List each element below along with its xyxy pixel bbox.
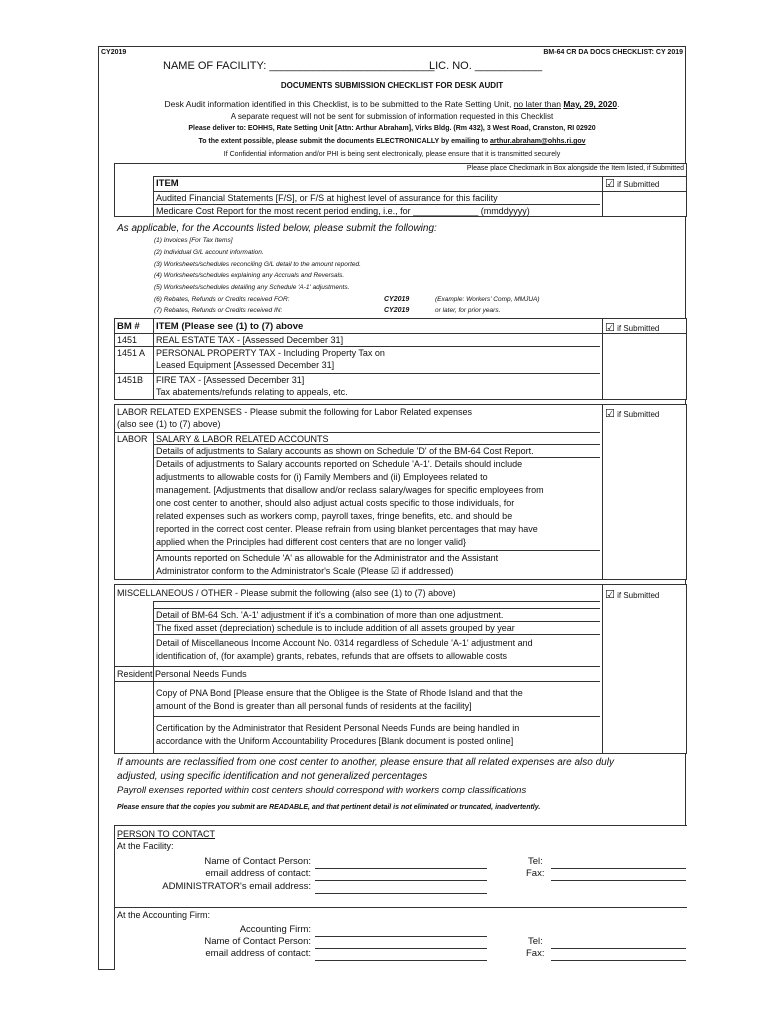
table-row: reported in the correct cost center. Please refrain from using blanket percentages that may have [156,524,538,534]
table-row: Details of adjustments to Salary accounts reported on Schedule 'A-1'. Details should include [156,459,523,469]
labor-subheading: SALARY & LABOR RELATED ACCOUNTS [156,434,329,444]
list-item: Audited Financial Statements [F/S], or F/S at highest level of assurance for this facility [156,193,498,203]
labor-code: LABOR [117,434,148,444]
table-row: accordance with the Uniform Accountability Procedures [Blank document is posted online] [156,736,514,746]
delivery-address: Please deliver to: EOHHS, Rate Setting Unit [Attn: Arthur Abraham], Virks Bldg. (Rm 432), 3 West Road, Cranston, RI 02920 [188,125,596,132]
table-row: management. [Adjustments that disallow and/or reclass salary/wages for specific employees from [156,485,544,495]
bm-column-header: BM # [117,321,140,332]
contact-email-field[interactable] [315,880,487,881]
firm-label: Accounting Firm: [239,924,311,935]
table-row: related expenses such as workers comp, payroll taxes, fringe benefits, etc. and should be [156,511,513,521]
header-form-id: BM-64 CR DA DOCS CHECKLIST: CY 2019 [543,49,683,56]
example-note: (Example: Workers' Comp, MMJUA) [435,296,540,303]
bm-number: 1451 A [117,348,146,358]
resident-funds-heading: Resident Personal Needs Funds [117,669,247,679]
list-item: (6) Rebates, Refunds or Credits received FOR: [154,296,290,303]
list-item: Medicare Cost Report for the most recent period ending, i.e., for _____________ (mmddyyyy) [156,206,530,216]
bm-table [114,318,687,400]
fax-label: Fax: [526,868,545,879]
fax-label: Fax: [526,948,545,959]
item-header: ITEM [156,178,179,189]
contact-email-field[interactable] [315,960,487,961]
readable-note: Please ensure that the copies you submit are READABLE, and that pertinent detail is not eliminated or truncated, inadvertently. [117,804,541,811]
reclass-note: If amounts are reclassified from one cost center to another, please ensure that all related expenses are also duly [117,757,614,768]
accounts-heading: As applicable, for the Accounts listed below, please submit the following: [117,223,437,234]
contact-section [114,825,687,970]
list-item: (7) Rebates, Refunds or Credits received IN: [154,307,283,314]
contact-heading: PERSON TO CONTACT [117,829,216,839]
contact-email-label: email address of contact: [205,868,311,879]
list-item: (2) Individual G/L account information. [154,249,264,256]
year-label: CY2019 [384,296,410,303]
contact-name-field[interactable] [315,948,487,949]
table-row: REAL ESTATE TAX - [Assessed December 31] [156,335,344,345]
fax-field[interactable] [551,880,686,881]
item-table [114,163,687,217]
confidential-note: If Confidential information and/or PHI is being sent electronically, please ensure that it is transmitted securely [223,151,561,158]
electronic-submission-note: To the extent possible, please submit the documents ELECTRONICALLY by emailing to arthur.abraham@ohhs.ri.gov [198,138,586,145]
facility-name-field[interactable]: NAME OF FACILITY: ___________________________ [163,60,435,72]
submitted-checkbox[interactable]: ☑ if Submitted [605,178,660,190]
labor-section-title: LABOR RELATED EXPENSES - Please submit the following for Labor Related expenses [117,407,473,417]
example-note: or later, for prior years. [435,307,501,314]
table-row: PERSONAL PROPERTY TAX - Including Property Tax on [156,348,385,358]
table-row: Tax abatements/refunds relating to appeals, etc. [156,387,348,397]
email-link[interactable]: arthur.abraham@ohhs.ri.gov [490,138,586,145]
table-row: FIRE TAX - [Assessed December 31] [156,375,305,385]
checkbox-icon: ☑ [605,178,615,190]
payroll-note: Payroll exenses reported within cost centers should correspond with workers comp classifications [117,785,527,796]
submitted-checkbox[interactable]: ☑ if Submitted [605,589,660,601]
table-row: Amounts reported on Schedule 'A' as allowable for the Administrator and the Assistant [156,553,499,563]
tel-field[interactable] [551,948,686,949]
contact-name-label: Name of Contact Person: [204,936,311,947]
header-year: CY2019 [101,49,127,56]
tel-label: Tel: [528,936,543,947]
admin-email-field[interactable] [315,893,487,894]
table-row: Detail of Miscellaneous Income Account No. 0314 regardless of Schedule 'A-1' adjustment and [156,638,533,648]
intro-line: Desk Audit information identified in this Checklist, is to be submitted to the Rate Setting Unit, no later than May, 29, 2020. [164,99,620,109]
list-item: (4) Worksheets/schedules explaining any Accruals and Reversals. [154,272,345,279]
checkbox-icon: ☑ [605,322,615,334]
misc-section-title: MISCELLANEOUS / OTHER - Please submit the following (also see (1) to (7) above) [117,588,456,598]
submitted-checkbox[interactable]: ☑ if Submitted [605,322,660,334]
table-row: Certification by the Administrator that Resident Personal Needs Funds are being handled in [156,723,520,733]
table-row: Copy of PNA Bond [Please ensure that the Obligee is the State of Rhode Island and that the [156,688,523,698]
checkbox-icon: ☑ [605,408,615,420]
accounting-firm-heading: At the Accounting Firm: [117,910,211,920]
list-item: (3) Worksheets/schedules reconciling G/L detail to the amount reported. [154,261,361,268]
table-row: applied when the Principles had different cost centers that are no longer valid} [156,537,467,547]
facility-heading: At the Facility: [117,841,174,851]
checkbox-icon: ☑ [605,589,615,601]
bm-number: 1451B [117,375,144,385]
fax-field[interactable] [551,960,686,961]
table-row: Leased Equipment [Assessed December 31] [156,360,335,370]
table-row: one cost center to another, should also adjust actual costs specific to those individuals, for [156,498,515,508]
license-number-field[interactable]: LIC. NO. ___________ [429,60,543,72]
table-row: amount of the Bond is greater than all personal funds of residents at the facility] [156,701,472,711]
table-row: Details of adjustments to Salary accounts as shown on Schedule 'D' of the BM-64 Cost Report. [156,446,534,456]
admin-email-label: ADMINISTRATOR's email address: [162,881,311,892]
checklist-page [98,46,686,970]
checkbox-instruction: Please place Checkmark in Box alongside the Item listed, if Submitted [466,165,684,172]
table-row: identification of, (for axample) grants, rebates, refunds that are offsets to allowable costs [156,651,508,661]
table-row: The fixed asset (depreciation) schedule is to include addition of all assets grouped by year [156,623,515,633]
contact-email-label: email address of contact: [205,948,311,959]
firm-field[interactable] [315,936,487,937]
year-label: CY2019 [384,307,410,314]
contact-name-field[interactable] [315,868,487,869]
separate-request-note: A separate request will not be sent for submission of information requested in this Checklist [230,112,554,121]
reclass-note: adjusted, using specific identification and not generalized percentages [117,771,428,782]
contact-name-label: Name of Contact Person: [204,856,311,867]
list-item: (1) Invoices [For Tax Items] [154,237,233,244]
labor-section-subtitle: (also see (1) to (7) above) [117,419,221,429]
item-column-header: ITEM (Please see (1) to (7) above [156,321,304,332]
table-row: adjustments to allowable costs for (i) Family Members and (ii) Employees related to [156,472,488,482]
bm-number: 1451 [117,335,138,345]
tel-field[interactable] [551,868,686,869]
tel-label: Tel: [528,856,543,867]
table-row: Detail of BM-64 Sch. 'A-1' adjustment if it's a combination of more than one adjustment. [156,610,504,620]
submitted-checkbox[interactable]: ☑ if Submitted [605,408,660,420]
labor-table [114,404,687,580]
misc-table [114,584,687,754]
list-item: (5) Worksheets/schedules detailing any Schedule 'A-1' adjustments. [154,284,350,291]
table-row: Administrator conform to the Administrator's Scale (Please ☑ if addressed) [156,566,454,576]
page-title: DOCUMENTS SUBMISSION CHECKLIST FOR DESK AUDIT [280,81,504,90]
